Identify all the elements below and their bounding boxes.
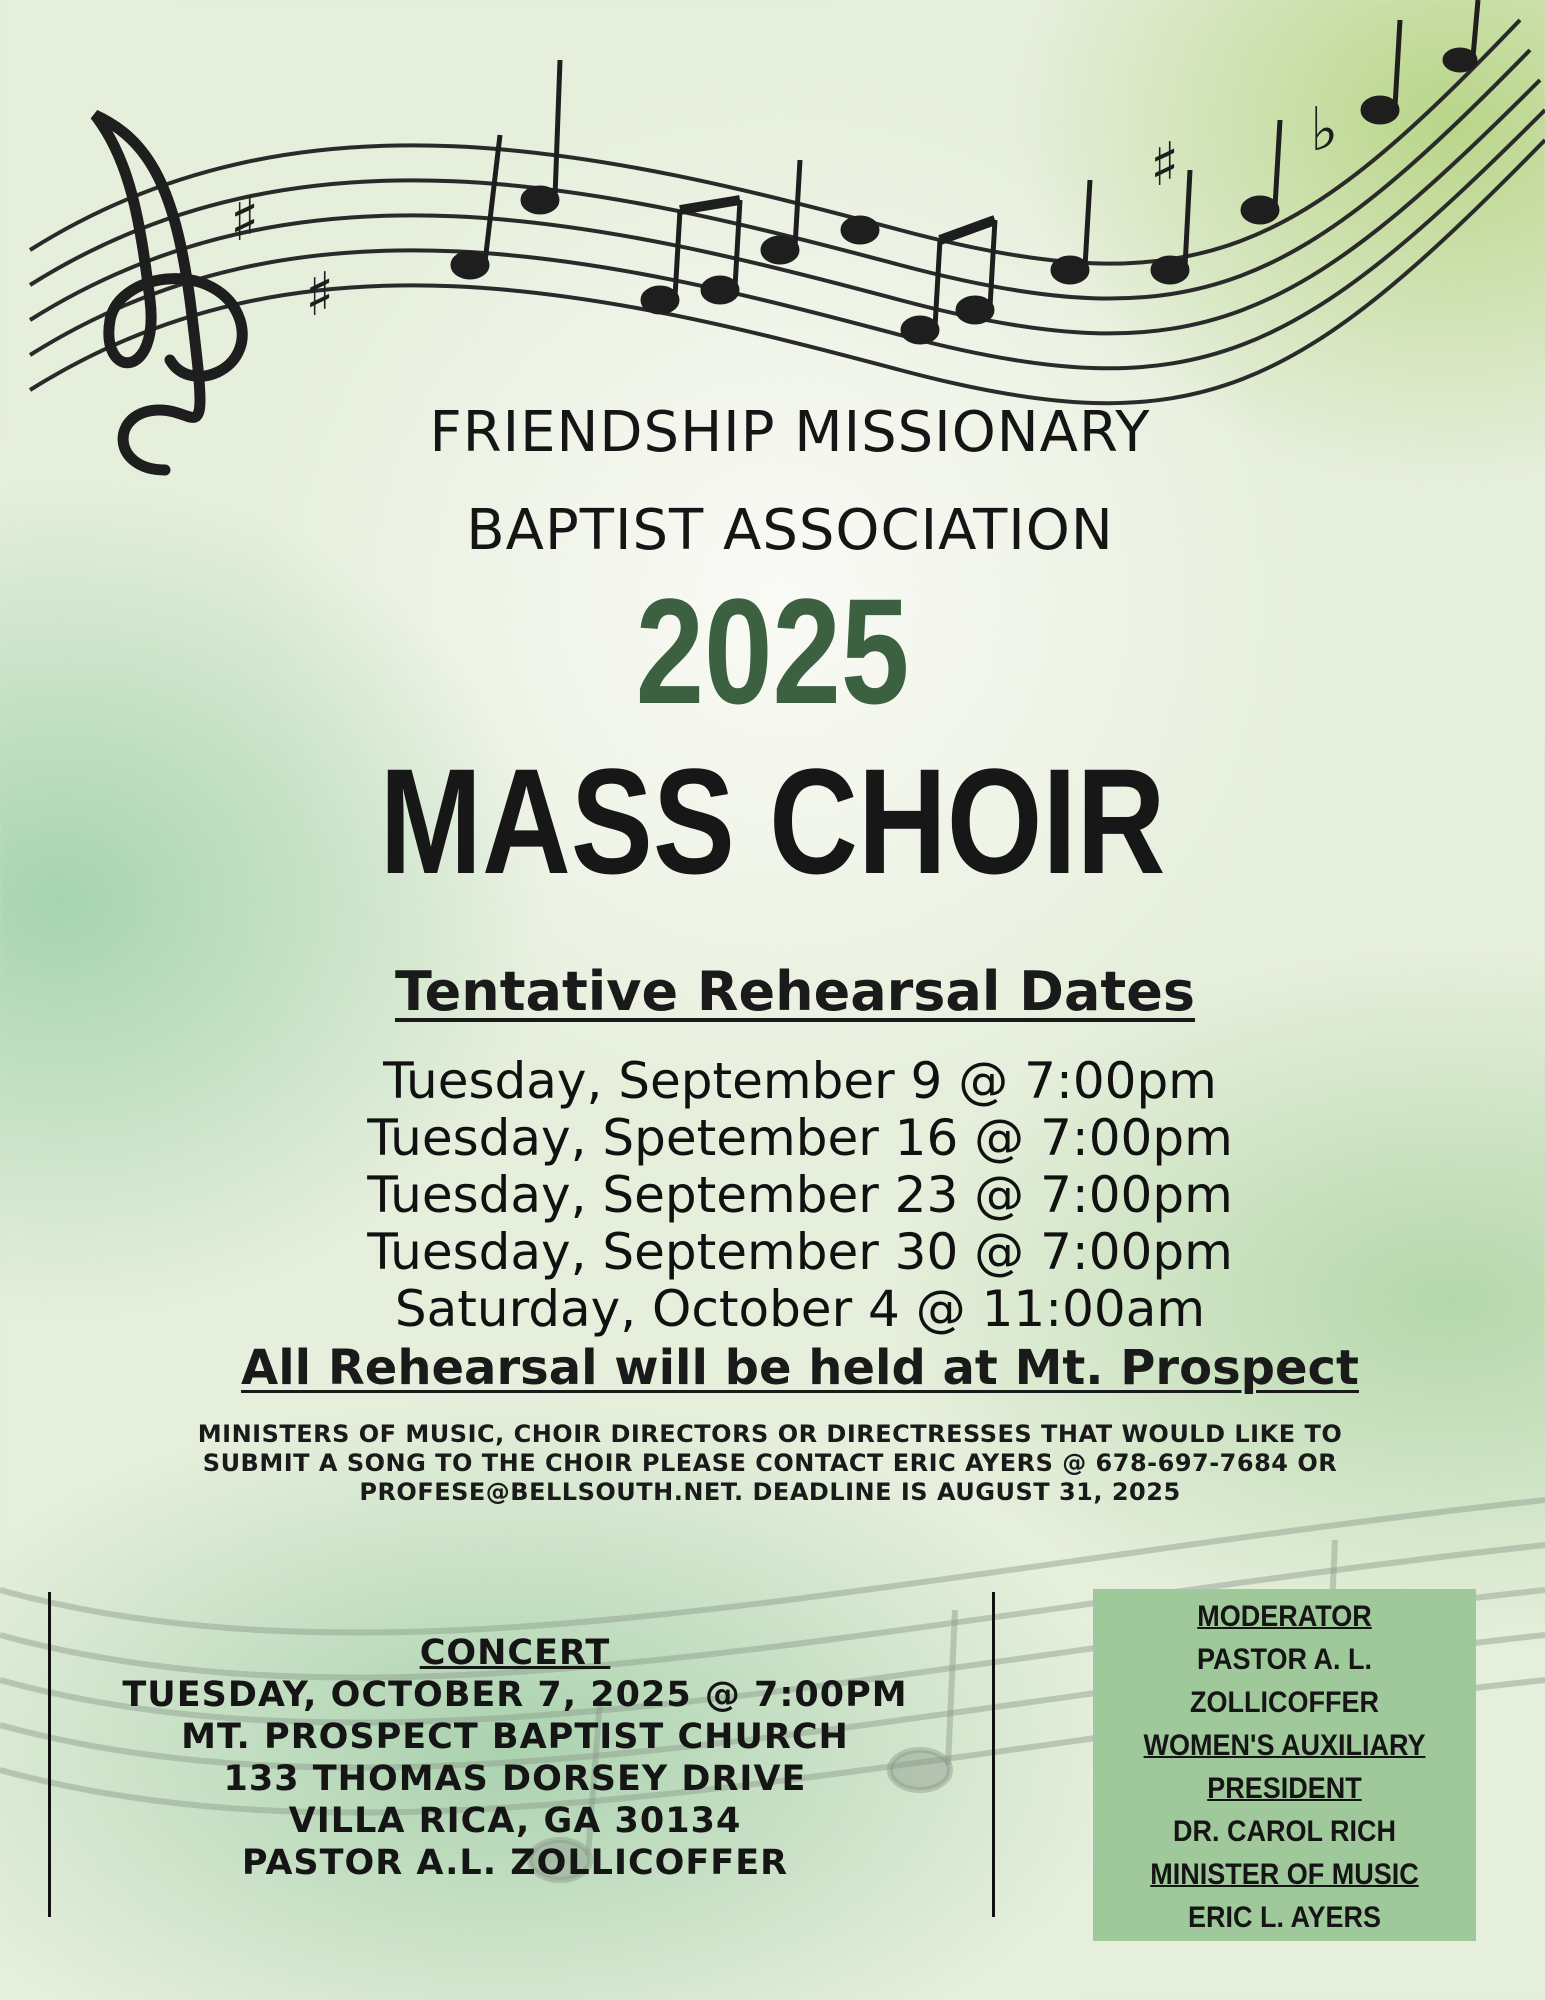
concert-datetime: TUESDAY, OCTOBER 7, 2025 @ 7:00PM <box>122 1675 908 1715</box>
rehearsal-location-note: All Rehearsal will be held at Mt. Prospect <box>241 1340 1359 1396</box>
notice-line: MINISTERS OF MUSIC, CHOIR DIRECTORS OR DIRECTRESSES THAT WOULD LIKE TO <box>197 1420 1343 1448</box>
rehearsal-date: Tuesday, September 9 @ 7:00pm <box>383 1052 1217 1110</box>
rehearsal-date: Tuesday, September 23 @ 7:00pm <box>367 1166 1233 1224</box>
svg-text:♯: ♯ <box>230 185 260 255</box>
song-submission-notice <box>60 1420 1480 1507</box>
organization-name-line1: FRIENDSHIP MISSIONARY <box>429 400 1151 465</box>
moderator-name: ZOLLICOFFER <box>1190 1686 1379 1719</box>
music-minister-name: ERIC L. AYERS <box>1187 1901 1382 1934</box>
notice-line: SUBMIT A SONG TO THE CHOIR PLEASE CONTACT ERIC AYERS @ 678-697-7684 OR <box>202 1449 1338 1477</box>
rehearsal-date: Tuesday, September 30 @ 7:00pm <box>367 1223 1233 1281</box>
center-divider <box>992 1592 995 1917</box>
event-year: 2025 <box>635 567 910 735</box>
organization-name-line2: BAPTIST ASSOCIATION <box>466 498 1114 563</box>
concert-info <box>50 1632 980 1884</box>
concert-city: VILLA RICA, GA 30134 <box>288 1801 742 1841</box>
moderator-role: MODERATOR <box>1197 1600 1372 1633</box>
moderator-name: PASTOR A. L. <box>1196 1643 1373 1676</box>
rehearsal-title: Tentative Rehearsal Dates <box>394 960 1195 1023</box>
rehearsal-date: Saturday, October 4 @ 11:00am <box>394 1280 1206 1338</box>
music-minister-role: MINISTER OF MUSIC <box>1150 1858 1419 1891</box>
concert-pastor: PASTOR A.L. ZOLLICOFFER <box>241 1843 789 1883</box>
event-name: MASS CHOIR <box>379 737 1166 905</box>
auxiliary-president-name: DR. CAROL RICH <box>1172 1815 1397 1848</box>
svg-text:♭: ♭ <box>1310 95 1339 165</box>
svg-text:♯: ♯ <box>305 260 335 330</box>
concert-heading: CONCERT <box>419 1633 611 1673</box>
rehearsal-date: Tuesday, Spetember 16 @ 7:00pm <box>367 1109 1233 1167</box>
notice-line: PROFESE@BELLSOUTH.NET. DEADLINE IS AUGUST 31, 2025 <box>359 1478 1181 1506</box>
concert-street: 133 THOMAS DORSEY DRIVE <box>223 1759 807 1799</box>
music-notes-icon <box>453 0 1478 342</box>
auxiliary-role: WOMEN'S AUXILIARY <box>1143 1729 1426 1762</box>
svg-text:♯: ♯ <box>1150 130 1180 200</box>
rehearsal-dates-list <box>0 1053 1545 1338</box>
officers-box <box>1093 1589 1476 1941</box>
concert-venue: MT. PROSPECT BAPTIST CHURCH <box>181 1717 849 1757</box>
auxiliary-role: PRESIDENT <box>1207 1772 1362 1805</box>
